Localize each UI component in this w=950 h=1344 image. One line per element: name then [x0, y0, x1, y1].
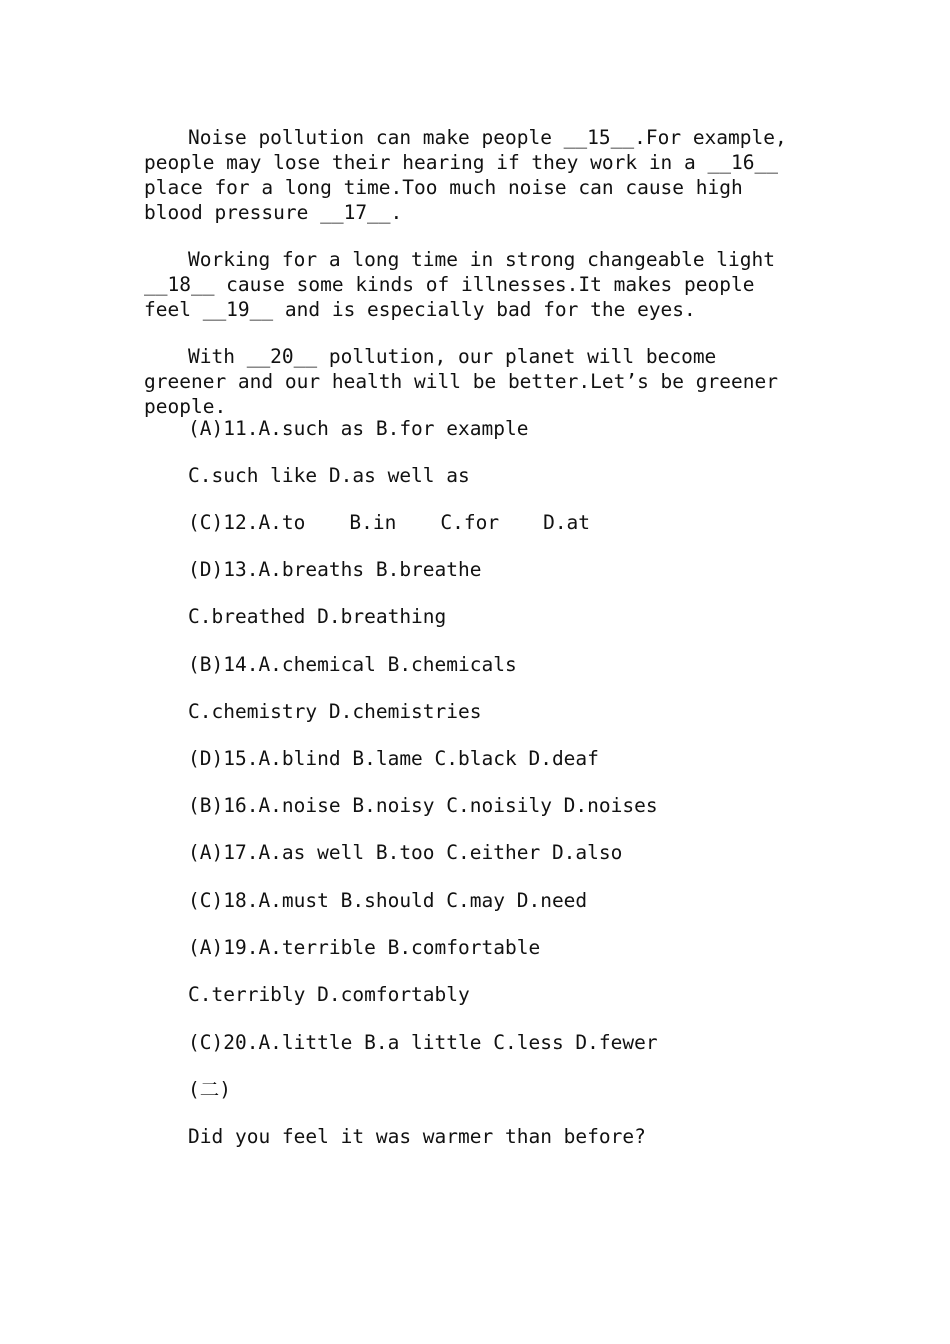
answer-11-line-2: C.such like D.as well as — [188, 464, 470, 487]
answer-14-line-2: C.chemistry D.chemistries — [188, 700, 482, 723]
answer-12-option-b: B.in — [349, 511, 397, 534]
answer-12-option-d: D.at — [543, 511, 591, 534]
answer-13-line-2: C.breathed D.breathing — [188, 605, 447, 628]
next-question-text: Did you feel it was warmer than before? — [188, 1125, 646, 1148]
answer-13-line-1: (D)13.A.breaths B.breathe — [188, 558, 482, 581]
answer-18-line: (C)18.A.must B.should C.may D.need — [188, 889, 588, 912]
paragraph-less-pollution: With __20__ pollution, our planet will become greener and our health will be better.Let’s be greener people. — [144, 345, 778, 418]
answer-20-line: (C)20.A.little B.a little C.less D.fewer — [188, 1031, 658, 1054]
answer-11-line-1: (A)11.A.such as B.for example — [188, 417, 529, 440]
answer-19-line-1: (A)19.A.terrible B.comfortable — [188, 936, 541, 959]
answer-15-line: (D)15.A.blind B.lame C.black D.deaf — [188, 747, 599, 770]
answer-12-line — [188, 510, 590, 535]
answer-17-line: (A)17.A.as well B.too C.either D.also — [188, 841, 623, 864]
answer-19-line-2: C.terribly D.comfortably — [188, 983, 470, 1006]
section-heading: (二) — [188, 1078, 231, 1101]
answer-12-option-c: C.for — [440, 511, 500, 534]
answer-14-line-1: (B)14.A.chemical B.chemicals — [188, 653, 517, 676]
answer-16-line: (B)16.A.noise B.noisy C.noisily D.noises — [188, 794, 658, 817]
paragraph-noise-pollution: Noise pollution can make people __15__.For example, people may lose their hearing if they work in a __16__ place for a long time.Too much noise can cause high blood pressure __17__. — [144, 126, 787, 224]
answer-12-prefix: (C)12.A.to — [188, 511, 306, 534]
paragraph-light-pollution: Working for a long time in strong changeable light __18__ cause some kinds of illnesses.It makes people feel __19__ and is especially bad for the eyes. — [144, 248, 775, 321]
